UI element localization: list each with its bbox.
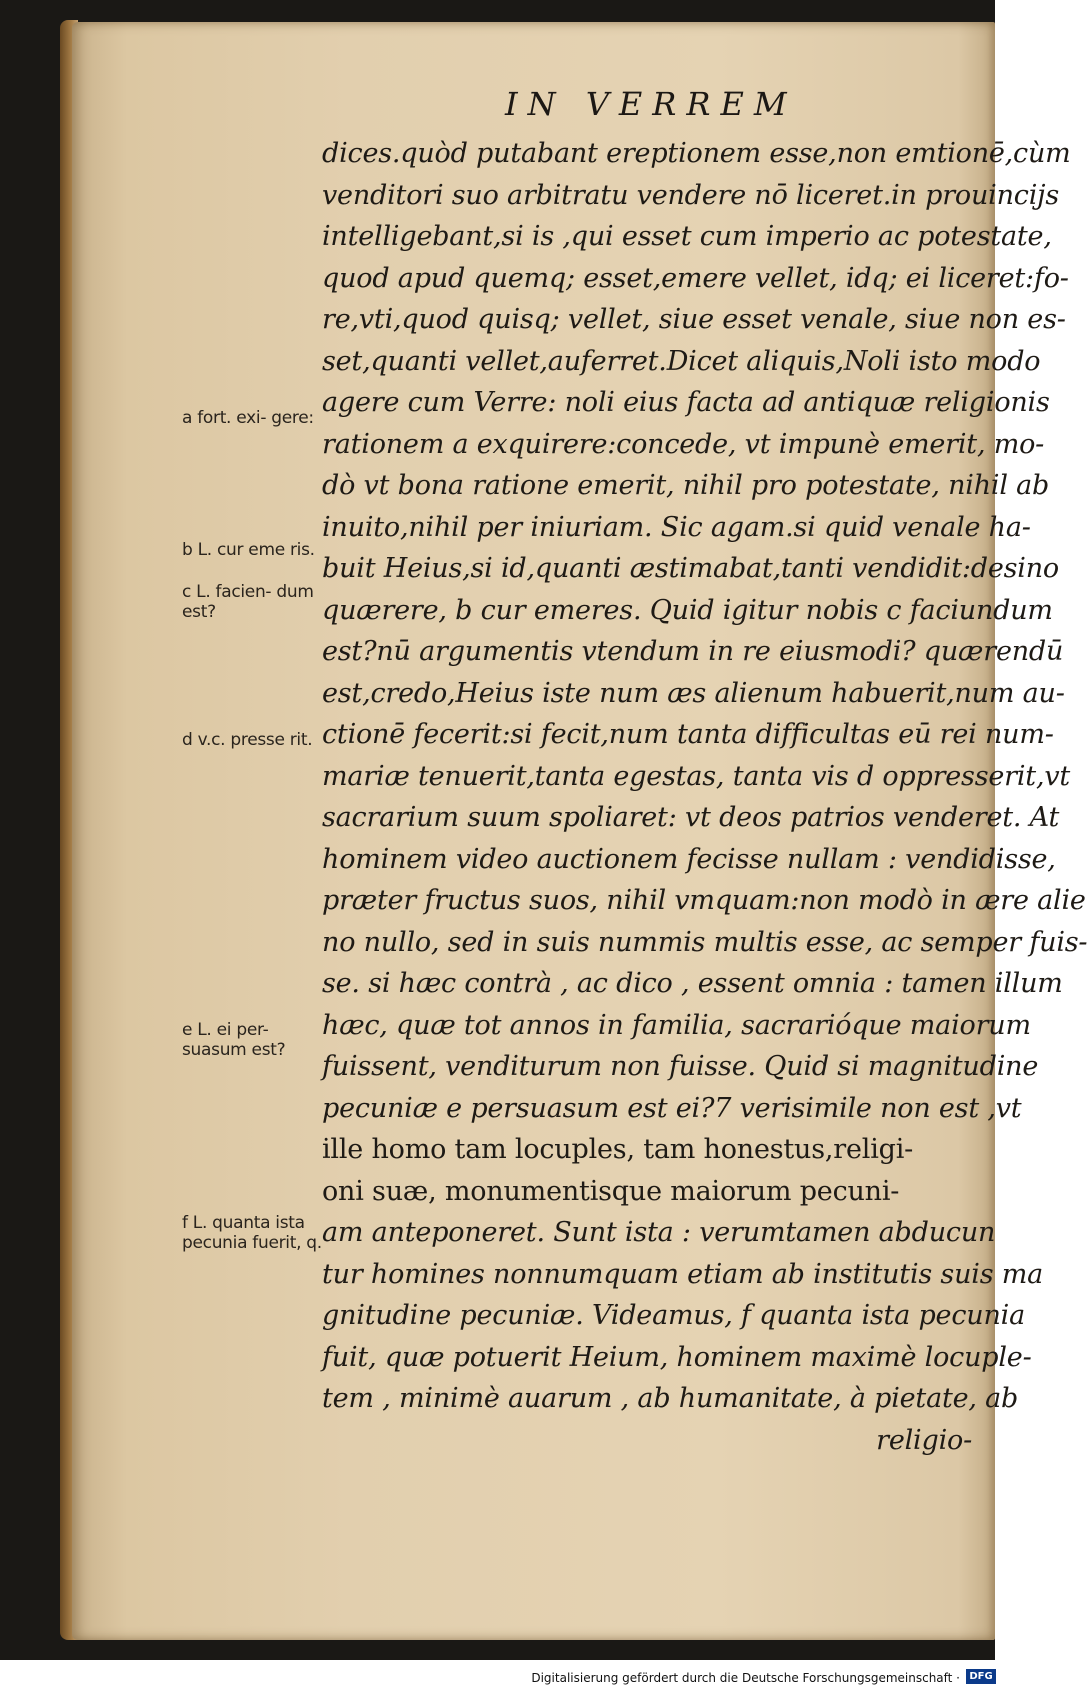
text-line: fuit, quæ potuerit Heium, hominem maximè locuple- [322, 1341, 1032, 1373]
body-text [322, 133, 1087, 1461]
running-head: IN VERREM [505, 85, 797, 123]
text-line: fuissent, venditurum non fuisse. Quid si magnitudine [322, 1051, 1039, 1082]
marginal-note-d: d v.c. presse rit. [182, 730, 313, 750]
text-line: rationem a exquirere:concede, vt impunè emerit, mo- [322, 428, 1045, 460]
text-line: hominem video auctionem fecisse nullam : vendidisse, [322, 843, 1056, 875]
marginal-note-f: f L. quanta ista pecunia fuerit, q. [182, 1213, 322, 1253]
text-line: inuito,nihil per iniuriam. Sic agam.si quid venale ha- [322, 511, 1031, 543]
text-line: tur homines nonnumquam etiam ab institutis suis ma [322, 1258, 1044, 1290]
text-line: sacrarium suum spoliaret: vt deos patrios venderet. At [322, 802, 1060, 833]
text-line: intelligebant,si is ,qui esset cum imperio ac potestate, [322, 221, 1052, 252]
text-line: ctionē fecerit:si fecit,num tanta difficultas eū rei num- [322, 719, 1054, 750]
text-line: re,vti,quod quisq; vellet, siue esset venale, siue non es- [322, 304, 1066, 335]
text-line: oni suæ, monumentisque maiorum pecuni- [322, 1175, 900, 1207]
text-line: ille homo tam locuples, tam honestus,religi- [322, 1134, 914, 1165]
text-line: venditori suo arbitratu vendere nō liceret.in prouincijs [322, 179, 1059, 211]
footer-credit: Digitalisierung gefördert durch die Deutsche Forschungsgemeinschaft · [531, 1671, 960, 1685]
text-line: mariæ tenuerit,tanta egestas, tanta vis d oppresserit,vt [322, 760, 1071, 792]
text-line: buit Heius,si id,quanti æstimabat,tanti vendidit:desino [322, 553, 1059, 584]
text-line: dices.quòd putabant ereptionem esse,non emtionē,cùm [322, 138, 1071, 169]
text-line: am anteponeret. Sunt ista : verumtamen abducun [322, 1217, 996, 1248]
marginal-note-c: c L. facien- dum est? [182, 582, 314, 622]
text-line: est,credo,Heius iste num æs alienum habuerit,num au- [322, 677, 1065, 709]
text-line: set,quanti vellet,auferret.Dicet aliquis,Noli isto modo [322, 345, 1041, 377]
dfg-logo: DFG [966, 1669, 996, 1684]
text-line: præter fructus suos, nihil vmquam:non modò in ære alie [322, 885, 1086, 916]
text-line: pecuniæ e persuasum est ei?7 verisimile non est ,vt [322, 1092, 1022, 1124]
text-line: agere cum Verre: noli eius facta ad antiquæ religionis [322, 387, 1050, 418]
text-line: quod apud quemq; esset,emere vellet, idq; ei liceret:fo- [322, 262, 1069, 294]
text-line: tem , minimè auarum , ab humanitate, à pietate, ab [322, 1383, 1019, 1414]
text-line: quærere, b cur emeres. Quid igitur nobis c faciundum [322, 594, 1053, 626]
text-line: se. si hæc contrà , ac dico , essent omnia : tamen illum [322, 968, 1063, 999]
text-line: est?nū argumentis vtendum in re eiusmodi? quærendū [322, 636, 1064, 667]
text-line: dò vt bona ratione emerit, nihil pro potestate, nihil ab [322, 470, 1050, 501]
marginal-note-b: b L. cur eme ris. [182, 540, 315, 560]
text-line: gnitudine pecuniæ. Videamus, f quanta ista pecunia [322, 1300, 1025, 1331]
text-line: no nullo, sed in suis nummis multis esse, ac semper fuis- [322, 926, 1087, 958]
text-line: hæc, quæ tot annos in familia, sacrarióque maiorum [322, 1009, 1031, 1041]
marginal-note-a: a fort. exi- gere: [182, 408, 314, 428]
marginal-note-e: e L. ei per- suasum est? [182, 1020, 286, 1060]
catchword: religio- [876, 1424, 972, 1456]
